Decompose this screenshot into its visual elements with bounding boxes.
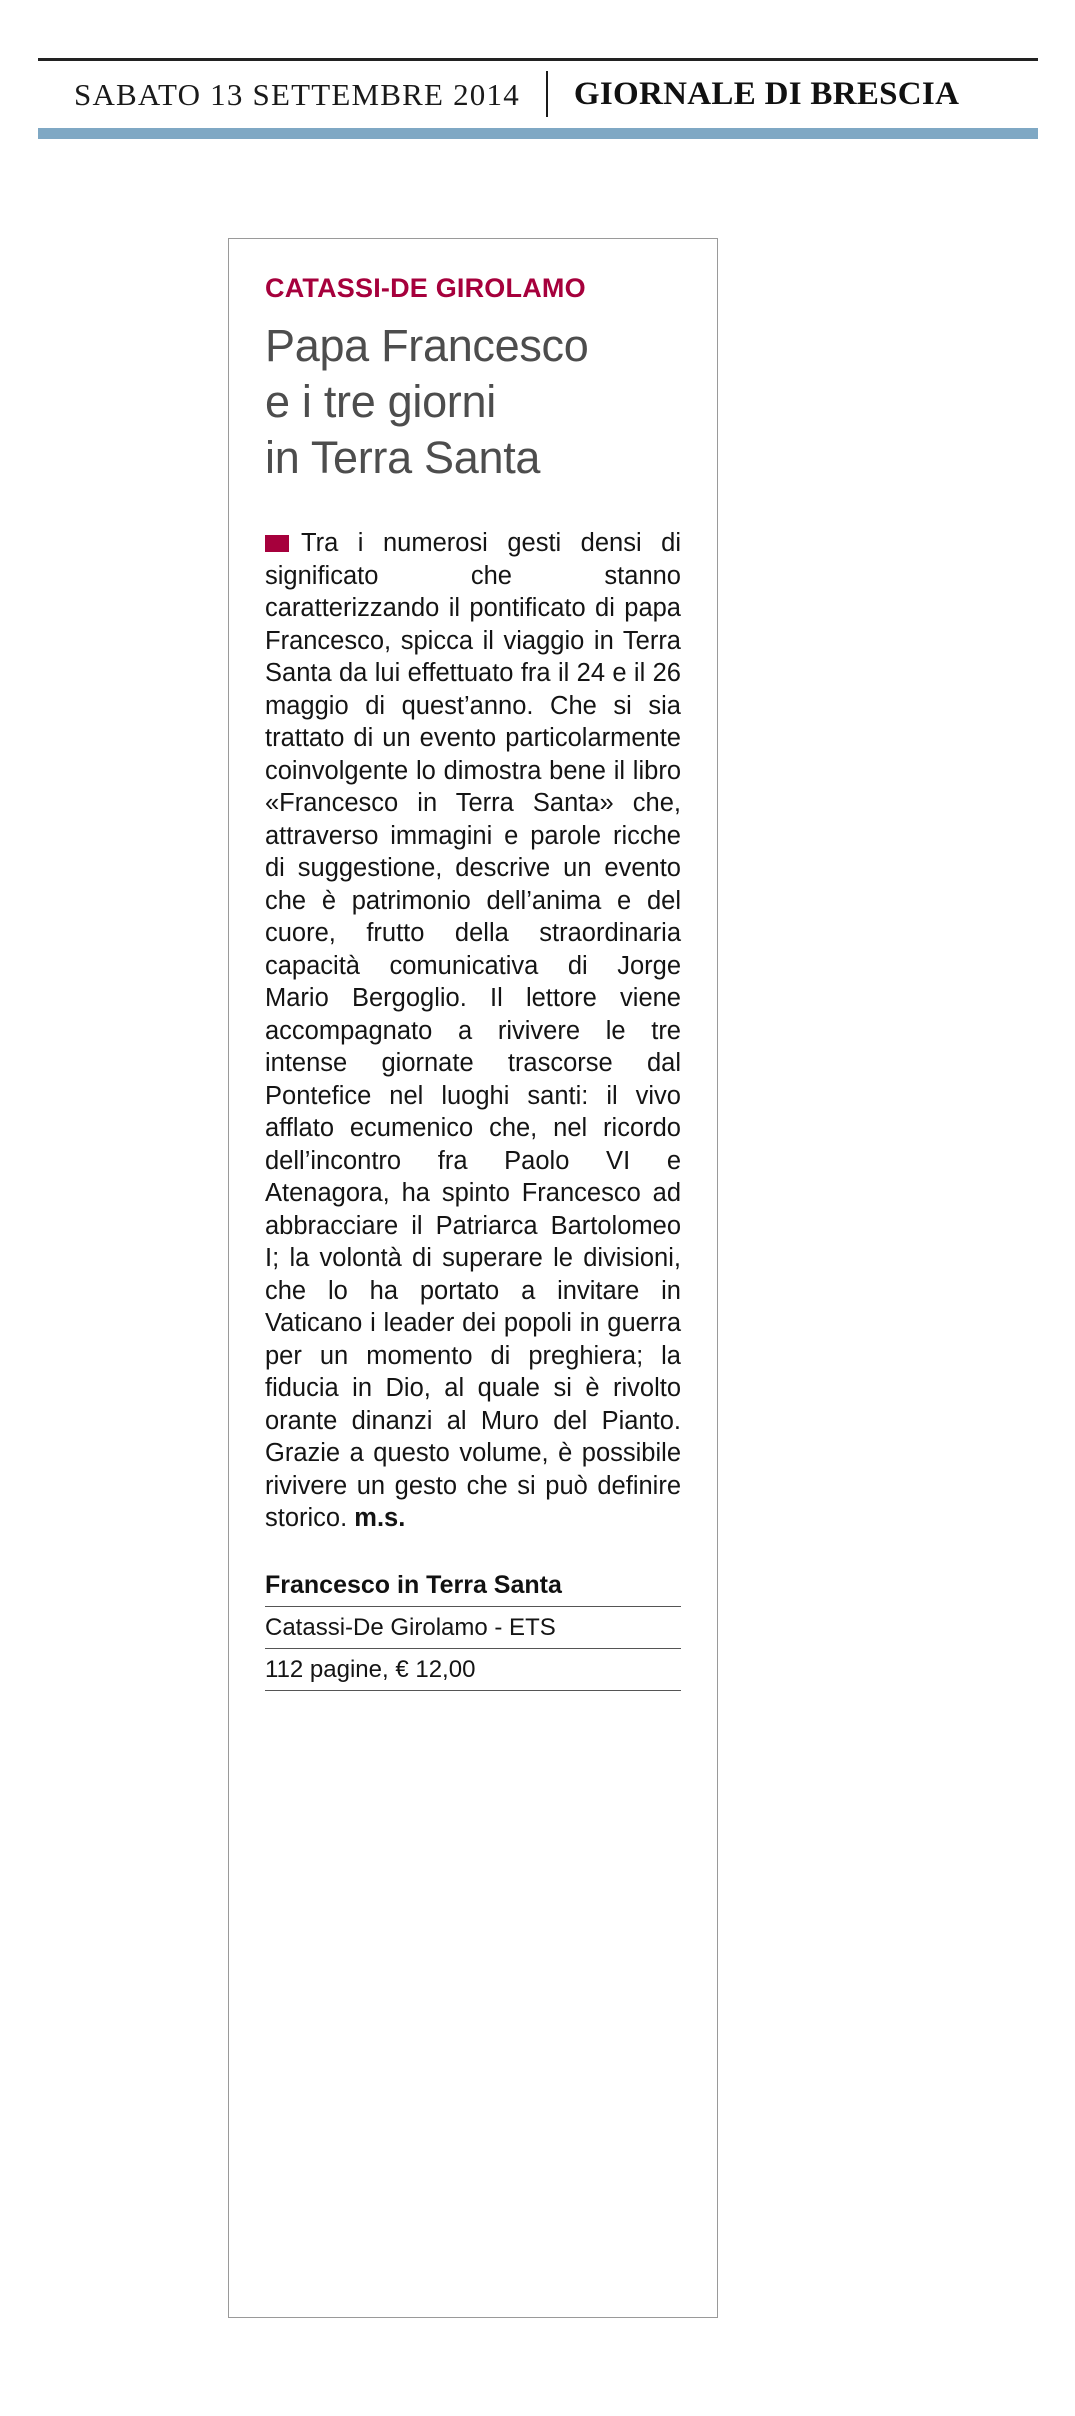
newspaper-title: GIORNALE DI BRESCIA — [573, 76, 960, 112]
article-inner — [229, 239, 717, 1691]
headline-line-3: in Terra Santa — [265, 431, 541, 483]
book-title: Francesco in Terra Santa — [265, 1571, 681, 1607]
article-body-text: Tra i numerosi gesti densi di significato che stanno caratterizzando il pontificato di papa Francesco, spicca il viaggio in Terra Santa da lui effettuato fra il 24 e il 26 maggio di quest’anno. Che si sia trattato di un evento particolarmente coinvolgente lo dimostra bene il libro «Francesco in Terra Santa» che, attraverso immagini e parole ricche di suggestione, descrive un evento che è patrimonio dell’anima e del cuore, frutto della straordinaria capacità comunicativa di Jorge Mario Bergoglio. Il lettore viene accompagnato a rivivere le tre intense giornate trascorse dal Pontefice nel luoghi santi: il vivo afflato ecumenico che, nel ricordo dell’incontro fra Paolo VI e Atenagora, ha spinto Francesco ad abbracciare il Patriarca Bartolomeo I; la volontà di superare le divisioni, che lo ha portato a invitare in Vaticano i leader dei popoli in guerra per un momento di preghiera; la fiducia in Dio, al quale si è rivolto orante dinanzi al Muro del Pianto. Grazie a questo volume, è possibile rivivere un gesto che si può definire storico. — [265, 529, 681, 1533]
article-headline — [265, 318, 681, 485]
headline-line-1: Papa Francesco — [265, 320, 589, 371]
red-square-marker-icon — [265, 535, 289, 552]
book-info — [265, 1571, 681, 1691]
article-container — [228, 238, 718, 2318]
book-publisher: Catassi-De Girolamo - ETS — [265, 1607, 681, 1649]
article-body — [265, 527, 681, 1535]
masthead-blue-rule — [38, 128, 1038, 139]
article-signature: m.s. — [354, 1504, 406, 1533]
masthead-divider — [546, 71, 548, 117]
article-kicker: CATASSI-DE GIROLAMO — [265, 273, 586, 303]
headline-line-2: e i tre giorni — [265, 375, 496, 427]
book-details: 112 pagine, € 12,00 — [265, 1649, 681, 1691]
masthead-date: SABATO 13 SETTEMBRE 2014 — [74, 77, 520, 112]
masthead — [38, 58, 1038, 123]
